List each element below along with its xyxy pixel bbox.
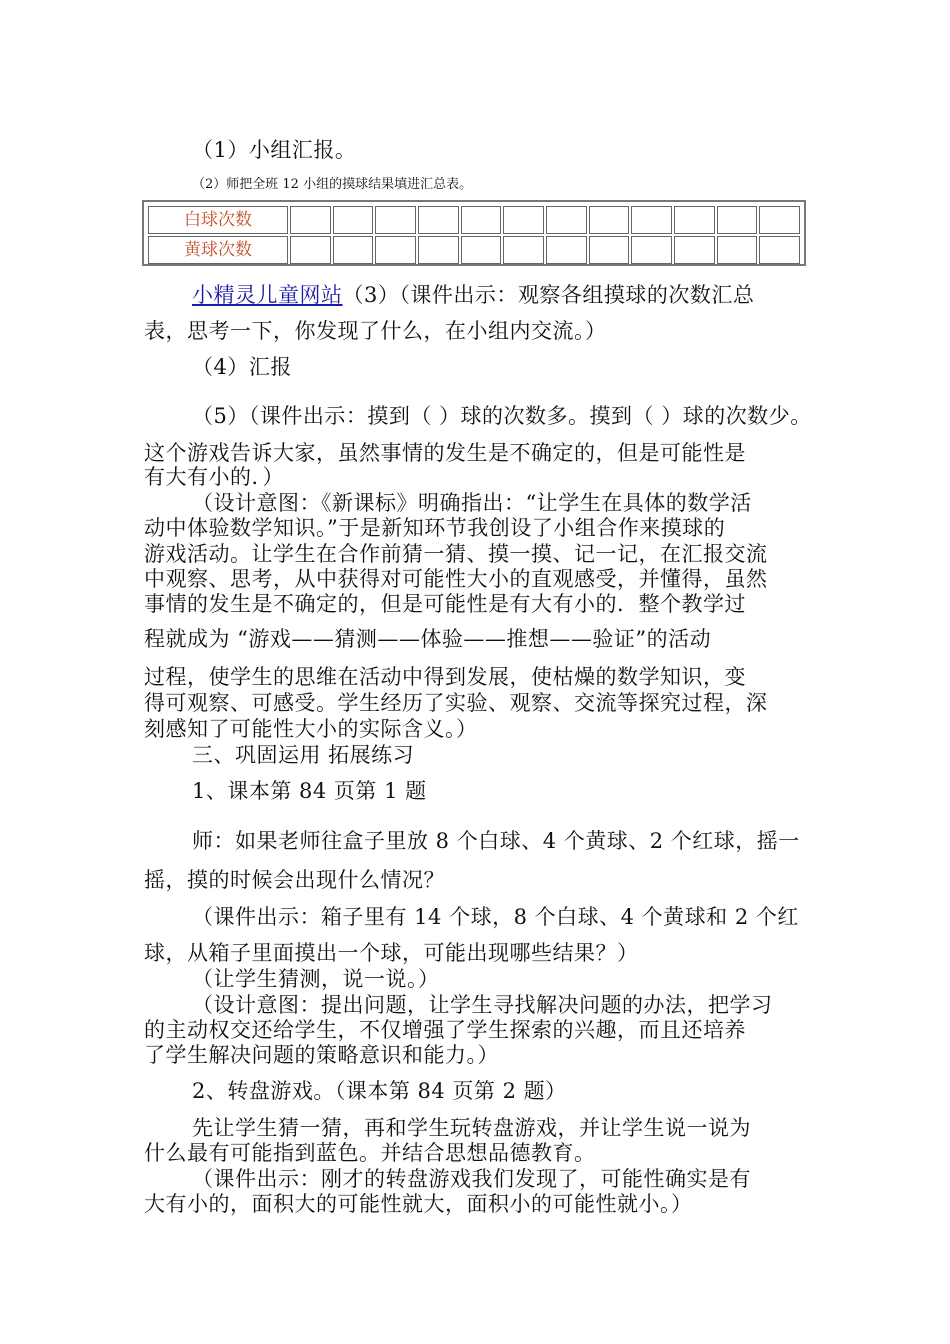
table-cell <box>503 236 544 264</box>
step-4-text: （4）汇报 <box>192 355 292 379</box>
design-intent-line: 程就成为 “游戏——猜测——体验——推想——验证”的活动 <box>144 627 712 651</box>
table-cell <box>717 236 758 264</box>
guess-prompt-line: （让学生猜测，说一说。） <box>192 967 440 991</box>
table-cell <box>461 236 502 264</box>
design-intent-line: 动中体验数学知识。”于是新知环节我创设了小组合作来摸球的 <box>144 516 726 540</box>
courseware-line: （课件出示：箱子里有 14 个球，8 个白球、4 个黄球和 2 个红 <box>192 905 799 929</box>
row-label-white: 白球次数 <box>148 206 288 234</box>
tally-summary-table <box>142 200 806 266</box>
site-link[interactable]: 小精灵儿童网站 <box>192 283 343 307</box>
step-1-text: （1）小组汇报。 <box>192 138 357 162</box>
table-cell <box>589 236 630 264</box>
design-intent-line: 过程，使学生的思维在活动中得到发展，使枯燥的数学知识，变 <box>144 665 746 689</box>
table-cell <box>375 236 416 264</box>
table-cell <box>546 236 587 264</box>
spinner-game-line: 先让学生猜一猜，再和学生玩转盘游戏，并让学生说一说为 <box>192 1116 751 1140</box>
design-intent-line: 得可观察、可感受。学生经历了实验、观察、交流等探究过程，深 <box>144 691 768 715</box>
table-row <box>148 236 800 264</box>
design-intent-2-line: 了学生解决问题的策略意识和能力。） <box>144 1043 499 1067</box>
design-intent-line: 游戏活动。让学生在合作前猜一猜、摸一摸、记一记，在汇报交流 <box>144 542 768 566</box>
table-cell <box>589 206 630 234</box>
table-cell <box>290 236 331 264</box>
teacher-question-line: 师：如果老师往盒子里放 8 个白球、4 个黄球、2 个红球，摇一 <box>192 829 800 853</box>
table-cell <box>333 236 374 264</box>
courseware-conclusion-line: 大有小的，面积大的可能性就大，面积小的可能性就小。） <box>144 1192 693 1216</box>
step-3-line <box>192 282 754 308</box>
table-cell <box>759 236 800 264</box>
design-intent-line: （设计意图：《新课标》明确指出：“让学生在具体的数学活 <box>192 491 752 515</box>
step-5-text: （5）（课件出示：摸到（ ）球的次数多。摸到（ ）球的次数少。 <box>192 404 812 428</box>
step-3-text: （3）（课件出示：观察各组摸球的次数汇总 <box>342 283 755 307</box>
table-cell <box>418 206 459 234</box>
table-cell <box>546 206 587 234</box>
table-cell <box>674 206 715 234</box>
table-cell <box>418 236 459 264</box>
table-cell <box>375 206 416 234</box>
section-heading: 三、巩固运用 拓展练习 <box>192 743 415 767</box>
table-row <box>148 206 800 234</box>
exercise-1-heading: 1、课本第 84 页第 1 题 <box>192 779 427 803</box>
design-intent-2-line: 的主动权交还给学生，不仅增强了学生探索的兴趣，而且还培养 <box>144 1018 746 1042</box>
step-2-text: （2）师把全班 12 小组的摸球结果填进汇总表。 <box>192 177 473 192</box>
table-cell <box>461 206 502 234</box>
table-cell <box>717 206 758 234</box>
courseware-line: 球，从箱子里面摸出一个球，可能出现哪些结果？） <box>144 941 639 965</box>
row-label-yellow: 黄球次数 <box>148 236 288 264</box>
paragraph-line: 有大有小的．） <box>144 465 284 489</box>
courseware-conclusion-line: （课件出示：刚才的转盘游戏我们发现了，可能性确实是有 <box>192 1167 751 1191</box>
design-intent-2-line: （设计意图：提出问题，让学生寻找解决问题的办法，把学习 <box>192 993 773 1017</box>
table-cell <box>631 236 672 264</box>
table-cell <box>759 206 800 234</box>
design-intent-line: 刻感知了可能性大小的实际含义。） <box>144 717 478 741</box>
exercise-2-heading: 2、转盘游戏。（课本第 84 页第 2 题） <box>192 1079 567 1103</box>
step-3-continued: 表，思考一下，你发现了什么，在小组内交流。） <box>144 319 607 343</box>
table-cell <box>631 206 672 234</box>
spinner-game-line: 什么最有可能指到蓝色。并结合思想品德教育。 <box>144 1141 596 1165</box>
table-cell <box>333 206 374 234</box>
table-cell <box>290 206 331 234</box>
table-cell <box>674 236 715 264</box>
design-intent-line: 事情的发生是不确定的，但是可能性是有大有小的．整个教学过 <box>144 592 746 616</box>
design-intent-line: 中观察、思考，从中获得对可能性大小的直观感受，并懂得，虽然 <box>144 567 768 591</box>
paragraph-line: 这个游戏告诉大家，虽然事情的发生是不确定的，但是可能性是 <box>144 441 746 465</box>
table-cell <box>503 206 544 234</box>
teacher-question-line: 摇，摸的时候会出现什么情况？ <box>144 868 445 892</box>
